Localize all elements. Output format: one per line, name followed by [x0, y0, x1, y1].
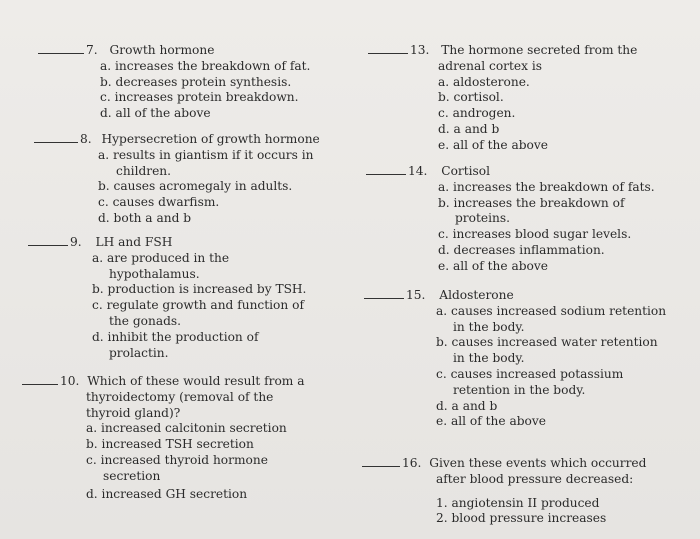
list-item: 1. angiotensin II produced [436, 495, 600, 510]
question-stem: Hypersecretion of growth hormone [101, 132, 320, 146]
question-stem: Growth hormone [109, 43, 215, 57]
stem-line: thyroidectomy (removal of the [86, 389, 274, 404]
option: d. decreases inflammation. [438, 242, 605, 257]
option: b. causes acromegaly in adults. [98, 179, 293, 194]
option: c. increased thyroid hormone [86, 452, 268, 467]
question-stem: LH and FSH [95, 235, 173, 249]
question-stem: Which of these would result from a [87, 374, 305, 388]
question-stem-continued [86, 390, 305, 422]
question-8 [34, 132, 320, 227]
question-number: 7. [86, 43, 98, 57]
question-stem-continued [436, 472, 646, 488]
option: a. increases the breakdown of fats. [438, 179, 655, 194]
option: a. are produced in the [92, 250, 230, 265]
option: c. causes increased potassium [436, 366, 624, 381]
option: a. increased calcitonin secretion [86, 421, 287, 436]
option: d. a and b [436, 398, 498, 413]
question-16 [362, 456, 646, 527]
option: b. increased TSH secretion [86, 437, 254, 452]
option-continuation: proteins. [455, 211, 510, 226]
option: d. both a and b [98, 210, 192, 225]
question-stem-continued [438, 59, 637, 75]
option: b. production is increased by TSH. [92, 282, 307, 297]
question-10 [22, 374, 305, 502]
answer-blank-10[interactable] [22, 375, 58, 385]
option-continuation: hypothalamus. [109, 266, 200, 281]
answer-blank-16[interactable] [362, 457, 400, 467]
answer-blank-13[interactable] [368, 44, 408, 54]
question-number: 15. [406, 288, 426, 302]
answer-blank-8[interactable] [34, 133, 78, 143]
option: b. increases the breakdown of [438, 195, 625, 210]
stem-line: after blood pressure decreased: [436, 471, 634, 486]
options [86, 421, 305, 502]
answer-blank-15[interactable] [364, 289, 404, 299]
option: a. increases the breakdown of fat. [100, 58, 311, 73]
question-stem: The hormone secreted from the [441, 43, 638, 57]
option-continuation: in the body. [453, 319, 525, 334]
option: e. all of the above [438, 137, 548, 152]
options [436, 304, 666, 430]
option: d. inhibit the production of [92, 329, 259, 344]
question-number: 9. [70, 235, 82, 249]
options [438, 75, 637, 154]
question-stem: Given these events which occurred [429, 456, 647, 470]
option: d. a and b [438, 121, 500, 136]
option: e. all of the above [436, 414, 546, 429]
option: c. causes dwarfism. [98, 195, 220, 210]
option: b. cortisol. [438, 90, 504, 105]
option: e. all of the above [438, 258, 548, 273]
options [98, 148, 320, 227]
question-stem: Aldosterone [439, 288, 514, 302]
option: a. results in giantism if it occurs in [98, 147, 314, 162]
stem-line: adrenal cortex is [438, 58, 542, 73]
question-13 [368, 43, 637, 154]
option: c. increases protein breakdown. [100, 90, 299, 105]
option-continuation: children. [116, 163, 172, 178]
options [436, 496, 646, 528]
option-continuation: in the body. [453, 351, 525, 366]
question-9 [28, 235, 306, 361]
stem-line: thyroid gland)? [86, 405, 181, 420]
option-continuation: secretion [103, 468, 161, 483]
question-number: 16. [402, 456, 422, 470]
option: b. causes increased water retention [436, 335, 658, 350]
option: c. androgen. [438, 106, 516, 121]
options [100, 59, 310, 122]
option: d. increased GH secretion [86, 486, 248, 501]
answer-blank-14[interactable] [366, 165, 406, 175]
option-continuation: the gonads. [109, 313, 182, 328]
question-number: 8. [80, 132, 92, 146]
question-15 [364, 288, 666, 430]
option: b. decreases protein synthesis. [100, 74, 292, 89]
question-number: 14. [408, 164, 428, 178]
question-stem: Cortisol [441, 164, 491, 178]
answer-blank-7[interactable] [38, 44, 84, 54]
options [92, 251, 306, 362]
options [438, 180, 655, 275]
option-continuation: prolactin. [109, 345, 169, 360]
option: c. increases blood sugar levels. [438, 227, 632, 242]
question-number: 13. [410, 43, 430, 57]
option: a. causes increased sodium retention [436, 303, 667, 318]
option: c. regulate growth and function of [92, 298, 304, 313]
question-14 [366, 164, 655, 275]
option: d. all of the above [100, 106, 211, 121]
question-number: 10. [60, 374, 80, 388]
list-item: 2. blood pressure increases [436, 511, 607, 526]
option: a. aldosterone. [438, 74, 530, 89]
question-7 [38, 43, 310, 122]
option-continuation: retention in the body. [453, 382, 586, 397]
answer-blank-9[interactable] [28, 236, 68, 246]
